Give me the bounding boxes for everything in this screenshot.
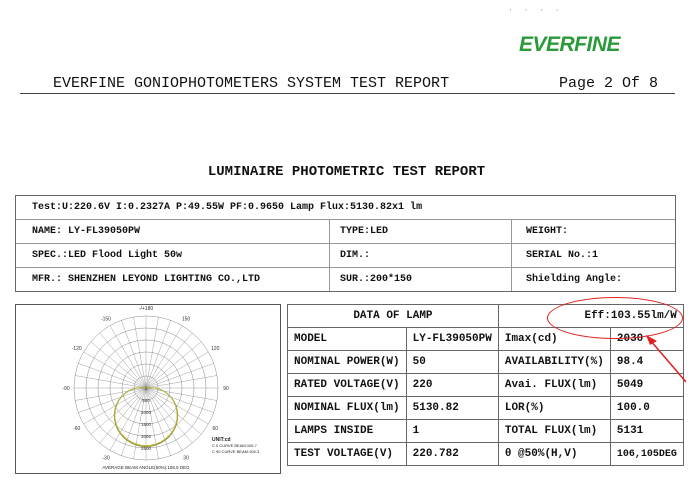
dim-cell: DIM.:: [329, 244, 511, 267]
polar-angle-label: -150: [100, 316, 112, 323]
row-label: AVAILABILITY(%): [498, 351, 610, 374]
polar-footer: AVERAGE BEAM ANGLE(50%):105.5 DEG: [102, 465, 190, 470]
polar-angle-label: 90: [223, 386, 229, 392]
annotation-arrow-icon: [640, 330, 690, 385]
table-row: [288, 374, 684, 397]
type-cell: TYPE:LED: [329, 220, 511, 243]
row-value: 2030: [610, 328, 683, 351]
table-row: [288, 351, 684, 374]
row-label: LOR(%): [498, 397, 610, 420]
polar-angle-label: 150: [181, 316, 191, 323]
weight-cell: WEIGHT:: [511, 220, 675, 243]
polar-radial-label: 0: [144, 386, 148, 391]
table-row: [288, 443, 684, 466]
row-label: θ @50%(H,V): [498, 443, 610, 466]
serial-cell: SERIAL No.:1: [511, 244, 675, 267]
polar-angle-label: 60: [212, 426, 219, 432]
row-value: 5131: [610, 420, 683, 443]
polar-radial-label: 1500: [140, 422, 152, 427]
polar-diagram: [15, 304, 281, 474]
row-label: NOMINAL FLUX(lm): [288, 397, 407, 420]
row-label: Imax(cd): [498, 328, 610, 351]
efficacy-value: Eff:103.55lm/W: [498, 305, 683, 328]
polar-legend-entry: C 0 CURVE BEAM:105.7: [212, 443, 257, 448]
row-label: LAMPS INSIDE: [288, 420, 407, 443]
polar-angle-label: -120: [71, 346, 82, 352]
mfr-cell: MFR.: SHENZHEN LEYOND LIGHTING CO.,LTD: [32, 274, 261, 285]
top-mark: · · · ·: [508, 6, 563, 15]
info-table: [15, 195, 676, 292]
row-value: 220: [406, 374, 498, 397]
row-label: NOMINAL POWER(W): [288, 351, 407, 374]
polar-legend-entry: C 90 CURVE BEAM:105.3: [212, 449, 260, 454]
polar-unit-label: UNIT:cd: [212, 437, 231, 443]
info-row-mfr: [16, 267, 675, 291]
row-label: TEST VOLTAGE(V): [288, 443, 407, 466]
sur-cell: SUR.:200*150: [329, 268, 511, 291]
data-of-lamp-label: DATA OF LAMP: [288, 305, 499, 328]
shielding-cell: Shielding Angle:: [511, 268, 675, 291]
row-label: MODEL: [288, 328, 407, 351]
info-row-test: [16, 196, 675, 219]
row-value: 5049: [610, 374, 683, 397]
row-value: 100.0: [610, 397, 683, 420]
polar-radial-label: 500: [142, 398, 150, 403]
row-value: 50: [406, 351, 498, 374]
table-row: [288, 420, 684, 443]
polar-angle-label: -30: [102, 455, 110, 462]
polar-radial-label: 2000: [140, 434, 152, 439]
polar-radial-label: 2500: [140, 446, 152, 451]
row-value: 220.782: [406, 443, 498, 466]
row-value: LY-FL39050PW: [406, 328, 498, 351]
polar-angle-label: -90: [62, 386, 70, 392]
row-value: 1: [406, 420, 498, 443]
row-value: 5130.82: [406, 397, 498, 420]
polar-radial-label: 1000: [140, 410, 152, 415]
report-header-title: EVERFINE GONIOPHOTOMETERS SYSTEM TEST REPORT: [53, 75, 450, 92]
polar-angle-label: -/+180: [138, 306, 154, 312]
polar-angle-label: 30: [183, 455, 189, 462]
info-row-name: [16, 219, 675, 243]
header-rule: [20, 93, 675, 94]
name-cell: NAME: LY-FL39050PW: [32, 226, 141, 237]
page-number: Page 2 Of 8: [559, 75, 659, 92]
row-label: RATED VOLTAGE(V): [288, 374, 407, 397]
spec-cell: SPEC.:LED Flood Light 50w: [32, 250, 183, 261]
info-row-spec: [16, 243, 675, 267]
polar-diagram-svg: [16, 305, 280, 473]
row-label: TOTAL FLUX(lm): [498, 420, 610, 443]
everfine-logo: EVERFINE: [519, 33, 621, 56]
main-title: LUMINAIRE PHOTOMETRIC TEST REPORT: [207, 164, 486, 180]
table-row: [288, 397, 684, 420]
polar-angle-label: 120: [211, 346, 220, 352]
row-value: 98.4: [610, 351, 683, 374]
test-conditions: Test:U:220.6V I:0.2327A P:49.55W PF:0.9650 Lamp Flux:5130.82x1 lm: [32, 202, 423, 213]
polar-angle-label: -60: [73, 426, 81, 432]
row-value: 106,105DEG: [610, 443, 683, 466]
row-label: Avai. FLUX(lm): [498, 374, 610, 397]
